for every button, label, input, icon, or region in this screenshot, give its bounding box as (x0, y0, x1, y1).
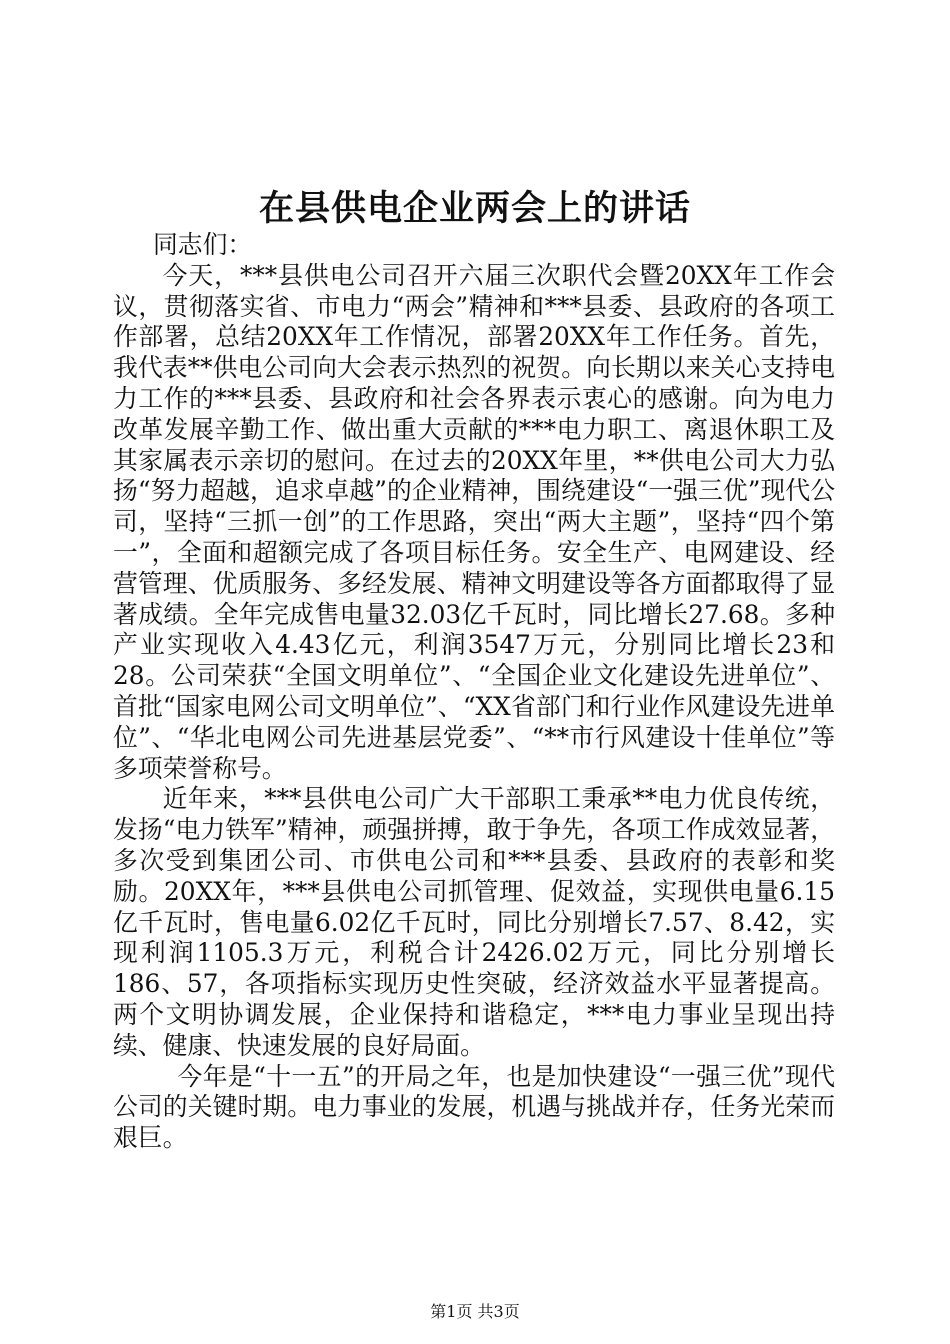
salutation: 同志们： (153, 230, 253, 259)
paragraph: 近年来，***县供电公司广大干部职工秉承**电力优良传统，发扬“电力铁军”精神，顽强拼搏，敢于争先，各项工作成效显著，多次受到集团公司、市供电公司和***县委、县政府的表彰和奖励。20XX年，***县供电公司抓管理、促效益，实现供电量6.15亿千瓦时，售电量6.02亿千瓦时，同比分别增长7.57、8.42，实现利润1105.3万元，利税合计2426.02万元，同比分别增长186、57，各项指标实现历史性突破，经济效益水平显著提高。两个文明协调发展，企业保持和谐稳定，***电力事业呈现出持续、健康、快速发展的良好局面。 (113, 784, 835, 1060)
page-number-footer: 第1页 共3页 (430, 1302, 520, 1321)
document-title: 在县供电企业两会上的讲话 (258, 188, 691, 229)
paragraph: 今天，***县供电公司召开六届三次职代会暨20XX年工作会议，贯彻落实省、市电力“两会”精神和***县委、县政府的各项工作部署，总结20XX年工作情况，部署20XX年工作任务。首先，我代表**供电公司向大会表示热烈的祝贺。向长期以来关心支持电力工作的***县委、县政府和社会各界表示衷心的感谢。向为电力改革发展辛勤工作、做出重大贡献的***电力职工、离退休职工及其家属表示亲切的慰问。在过去的20XX年里，**供电公司大力弘扬“努力超越，追求卓越”的企业精神，围绕建设“一强三优”现代公司，坚持“三抓一创”的工作思路，突出“两大主题”，坚持“四个第一”，全面和超额完成了各项目标任务。安全生产、电网建设、经营管理、优质服务、多经发展、精神文明建设等各方面都取得了显著成绩。全年完成售电量32.03亿千瓦时，同比增长27.68。多种产业实现收入4.43亿元，利润3547万元，分别同比增长23和28。公司荣获“全国文明单位”、“全国企业文化建设先进单位”、首批“国家电网公司文明单位”、“XX省部门和行业作风建设先进单位”、“华北电网公司先进基层党委”、“**市行风建设十佳单位”等多项荣誉称号。 (113, 260, 835, 783)
paragraph: 今年是“十一五”的开局之年，也是加快建设“一强三优”现代公司的关键时期。电力事业的发展，机遇与挑战并存，任务光荣而艰巨。 (113, 1061, 835, 1153)
document-body (113, 230, 835, 1154)
